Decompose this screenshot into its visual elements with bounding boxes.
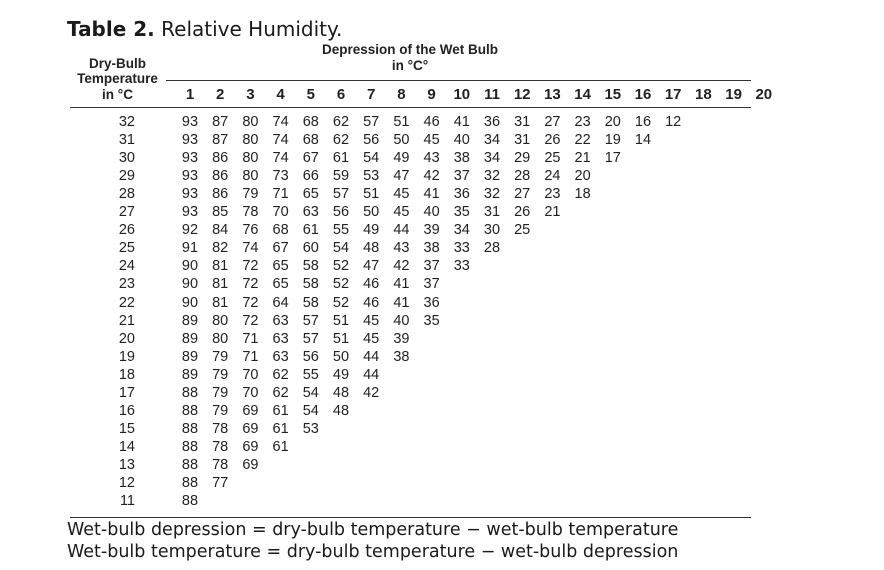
humidity-cell: 69 [242, 420, 259, 437]
humidity-cell: 38 [423, 240, 440, 257]
table-caption: Relative Humidity. [154, 17, 343, 41]
humidity-cell: 34 [483, 150, 501, 167]
humidity-cell: 81 [212, 258, 229, 275]
humidity-cell: 81 [212, 294, 229, 311]
humidity-cell: 46 [363, 276, 380, 293]
humidity-cell: 14 [634, 132, 652, 149]
humidity-cell: 78 [212, 456, 229, 473]
drybulb-temperature-cell: 24 [118, 258, 135, 275]
humidity-cell: 32 [483, 186, 501, 203]
humidity-cell: 62 [332, 114, 350, 130]
humidity-cell: 72 [242, 276, 259, 293]
humidity-cell: 52 [332, 258, 350, 275]
humidity-cell: 45 [393, 186, 410, 203]
humidity-cell: 88 [181, 420, 199, 437]
drybulb-temperature-cell: 30 [118, 150, 135, 167]
humidity-cell: 61 [272, 420, 289, 437]
humidity-cell: 90 [181, 294, 199, 311]
column-header: 14 [574, 86, 591, 103]
humidity-cell: 87 [212, 114, 229, 130]
drybulb-temperature-cell: 20 [118, 330, 135, 347]
drybulb-temperature-cell: 23 [118, 276, 135, 293]
humidity-cell: 52 [332, 276, 350, 293]
humidity-cell: 36 [453, 186, 470, 203]
humidity-cell: 47 [363, 258, 380, 275]
humidity-cell: 65 [302, 186, 319, 203]
column-header: 8 [397, 86, 406, 103]
humidity-cell: 26 [544, 132, 561, 149]
humidity-cell: 53 [302, 420, 319, 437]
humidity-cell: 40 [393, 312, 410, 329]
column-header: 12 [513, 86, 531, 103]
column-header: 7 [367, 86, 376, 103]
humidity-cell: 34 [453, 222, 470, 239]
table-title [67, 17, 342, 41]
humidity-cell: 93 [181, 186, 199, 203]
humidity-cell: 32 [483, 168, 501, 185]
humidity-cell: 48 [332, 402, 350, 419]
humidity-cell: 74 [272, 114, 289, 130]
drybulb-temperature-cell: 12 [118, 475, 135, 491]
humidity-cell: 66 [302, 168, 319, 185]
humidity-cell: 88 [181, 438, 199, 455]
humidity-cell: 31 [514, 114, 531, 130]
humidity-cell: 48 [363, 240, 380, 257]
humidity-cell: 27 [544, 114, 561, 130]
humidity-cell: 79 [212, 348, 229, 365]
drybulb-temperature-cell: 29 [118, 168, 135, 185]
humidity-cell: 46 [423, 114, 440, 130]
drybulb-temperature-cell: 17 [118, 384, 135, 401]
humidity-cell: 61 [272, 402, 289, 419]
column-header: 11 [484, 86, 500, 103]
humidity-cell: 53 [363, 168, 380, 185]
humidity-cell: 35 [453, 204, 470, 221]
humidity-cell: 90 [181, 276, 199, 293]
humidity-cell: 88 [181, 402, 199, 419]
humidity-cell: 71 [242, 330, 259, 347]
humidity-cell: 62 [272, 384, 289, 401]
humidity-cell: 67 [302, 150, 319, 167]
humidity-cell: 25 [544, 150, 561, 167]
column-header: 6 [336, 86, 346, 103]
drybulb-temperature-cell: 27 [118, 204, 135, 221]
drybulb-temperature-cell: 25 [118, 240, 135, 257]
humidity-cell: 93 [181, 114, 199, 130]
column-header: 20 [755, 86, 773, 103]
humidity-cell: 55 [332, 222, 350, 239]
humidity-cell: 49 [393, 150, 410, 167]
humidity-cell: 54 [302, 402, 319, 419]
humidity-cell: 86 [212, 168, 229, 185]
humidity-cell: 42 [363, 384, 380, 401]
drybulb-temperature-cell: 19 [118, 348, 135, 365]
header-rule-bottom [70, 107, 751, 108]
footnote-depression: Wet-bulb depression = dry-bulb temperature − wet-bulb temperature [67, 520, 679, 540]
column-header: 2 [216, 86, 225, 103]
humidity-cell: 56 [302, 348, 319, 365]
drybulb-header-line2: Temperature [77, 71, 158, 86]
humidity-cell: 89 [181, 312, 199, 329]
humidity-cell: 44 [363, 348, 380, 365]
humidity-cell: 37 [423, 276, 440, 293]
drybulb-temperature-cell: 11 [119, 493, 135, 510]
column-header: 1 [185, 86, 195, 103]
humidity-cell: 76 [242, 222, 259, 239]
humidity-cell: 79 [212, 402, 229, 419]
humidity-cell: 51 [332, 312, 350, 329]
humidity-cell: 23 [574, 114, 591, 130]
humidity-cell: 72 [242, 294, 259, 311]
humidity-cell: 38 [453, 150, 470, 167]
humidity-cell: 56 [363, 132, 380, 149]
column-header: 18 [695, 86, 712, 103]
humidity-cell: 54 [363, 150, 380, 167]
humidity-cell: 41 [423, 186, 440, 203]
column-header: 15 [604, 86, 622, 103]
humidity-cell: 67 [272, 240, 289, 257]
humidity-cell: 39 [393, 330, 410, 347]
humidity-cell: 79 [212, 366, 229, 383]
humidity-cell: 51 [363, 186, 380, 203]
humidity-cell: 65 [272, 276, 289, 293]
humidity-cell: 50 [332, 348, 350, 365]
humidity-cell: 93 [181, 150, 199, 167]
humidity-cell: 89 [181, 366, 199, 383]
column-header: 13 [544, 86, 561, 103]
humidity-cell: 88 [181, 456, 199, 473]
drybulb-temperature-cell: 31 [118, 132, 135, 149]
humidity-cell: 12 [665, 114, 682, 130]
column-header: 10 [453, 86, 471, 103]
humidity-cell: 37 [423, 258, 440, 275]
humidity-cell: 82 [212, 240, 229, 257]
humidity-cell: 50 [363, 204, 380, 221]
drybulb-temperature-cell: 15 [118, 420, 135, 437]
humidity-cell: 77 [212, 475, 229, 491]
humidity-cell: 27 [514, 186, 531, 203]
column-header: 19 [725, 86, 742, 103]
humidity-cell: 58 [302, 276, 319, 293]
humidity-cell: 36 [483, 114, 501, 130]
humidity-cell: 93 [181, 168, 199, 185]
humidity-cell: 69 [242, 402, 259, 419]
humidity-cell: 41 [393, 294, 410, 311]
humidity-cell: 92 [181, 222, 199, 239]
humidity-cell: 39 [423, 222, 440, 239]
humidity-cell: 18 [574, 186, 591, 203]
humidity-cell: 30 [483, 222, 501, 239]
humidity-cell: 78 [242, 204, 259, 221]
humidity-cell: 91 [181, 240, 199, 257]
humidity-cell: 44 [393, 222, 410, 239]
humidity-cell: 51 [332, 330, 350, 347]
humidity-cell: 52 [332, 294, 350, 311]
humidity-cell: 74 [272, 132, 289, 149]
humidity-cell: 28 [483, 240, 501, 257]
humidity-cell: 68 [272, 222, 289, 239]
humidity-cell: 35 [423, 312, 440, 329]
humidity-cell: 87 [212, 132, 229, 149]
humidity-cell: 31 [483, 204, 501, 221]
humidity-cell: 46 [363, 294, 380, 311]
humidity-cell: 41 [453, 114, 470, 130]
humidity-cell: 93 [181, 204, 199, 221]
humidity-cell: 89 [181, 348, 199, 365]
humidity-cell: 49 [363, 222, 380, 239]
humidity-cell: 93 [181, 132, 199, 149]
humidity-cell: 38 [393, 348, 410, 365]
humidity-cell: 64 [272, 294, 289, 311]
humidity-cell: 78 [212, 438, 229, 455]
humidity-cell: 26 [514, 204, 531, 221]
humidity-cell: 70 [242, 384, 259, 401]
humidity-cell: 48 [332, 384, 350, 401]
humidity-cell: 61 [302, 222, 319, 239]
humidity-cell: 49 [332, 366, 350, 383]
column-header: 5 [306, 86, 315, 103]
humidity-cell: 62 [272, 366, 289, 383]
humidity-cell: 71 [242, 348, 259, 365]
column-header: 16 [634, 86, 652, 103]
humidity-cell: 17 [604, 150, 621, 167]
column-header: 9 [427, 86, 436, 103]
drybulb-temperature-cell: 13 [118, 456, 135, 473]
humidity-cell: 65 [272, 258, 289, 275]
humidity-cell: 85 [212, 204, 229, 221]
humidity-cell: 80 [212, 330, 229, 347]
humidity-cell: 22 [574, 132, 591, 149]
humidity-cell: 80 [212, 312, 229, 329]
humidity-cell: 47 [393, 168, 410, 185]
humidity-cell: 21 [574, 150, 591, 167]
humidity-cell: 57 [363, 114, 380, 130]
humidity-cell: 50 [393, 132, 410, 149]
drybulb-temperature-cell: 26 [118, 222, 135, 239]
humidity-cell: 43 [393, 240, 410, 257]
humidity-cell: 63 [272, 312, 289, 329]
humidity-cell: 69 [242, 438, 259, 455]
humidity-cell: 42 [423, 168, 440, 185]
humidity-cell: 40 [423, 204, 440, 221]
humidity-cell: 29 [514, 150, 531, 167]
table-rule-bottom [70, 517, 751, 518]
humidity-cell: 86 [212, 150, 229, 167]
humidity-cell: 54 [302, 384, 319, 401]
humidity-cell: 19 [604, 132, 621, 149]
humidity-cell: 88 [181, 384, 199, 401]
humidity-cell: 55 [302, 366, 319, 383]
humidity-cell: 45 [363, 330, 380, 347]
humidity-cell: 57 [302, 312, 319, 329]
humidity-cell: 74 [242, 240, 259, 257]
humidity-cell: 63 [272, 330, 289, 347]
drybulb-header-line3: in °C [102, 87, 133, 102]
humidity-cell: 89 [181, 330, 199, 347]
column-header: 4 [276, 86, 285, 103]
humidity-cell: 40 [453, 132, 470, 149]
humidity-cell: 79 [212, 384, 229, 401]
humidity-cell: 24 [544, 168, 561, 185]
humidity-cell: 71 [272, 186, 289, 203]
humidity-cell: 84 [212, 222, 229, 239]
humidity-cell: 37 [453, 168, 470, 185]
humidity-cell: 74 [272, 150, 289, 167]
humidity-cell: 56 [332, 204, 350, 221]
column-header: 17 [664, 86, 682, 103]
humidity-cell: 88 [181, 493, 199, 510]
humidity-cell: 58 [302, 294, 319, 311]
humidity-cell: 70 [242, 366, 259, 383]
humidity-cell: 72 [242, 258, 259, 275]
humidity-cell: 60 [302, 240, 319, 257]
humidity-cell: 20 [574, 168, 591, 185]
table-number: Table 2. [67, 17, 155, 41]
humidity-cell: 20 [604, 114, 621, 130]
column-header: 3 [246, 86, 255, 103]
humidity-cell: 28 [514, 168, 531, 185]
humidity-cell: 88 [181, 475, 199, 491]
humidity-cell: 44 [363, 366, 380, 383]
drybulb-temperature-cell: 22 [118, 294, 135, 311]
humidity-cell: 21 [544, 204, 561, 221]
drybulb-temperature-cell: 21 [118, 312, 135, 329]
humidity-cell: 41 [393, 276, 410, 293]
humidity-cell: 72 [242, 312, 259, 329]
humidity-cell: 80 [242, 114, 259, 130]
humidity-cell: 33 [453, 258, 470, 275]
depression-unit-header: in °C° [391, 58, 429, 73]
humidity-cell: 90 [181, 258, 199, 275]
humidity-cell: 42 [393, 258, 410, 275]
humidity-cell: 63 [302, 204, 319, 221]
humidity-cell: 51 [393, 114, 410, 130]
humidity-cell: 57 [332, 186, 350, 203]
humidity-cell: 54 [332, 240, 350, 257]
humidity-cell: 16 [634, 114, 652, 130]
humidity-cell: 45 [393, 204, 410, 221]
humidity-cell: 45 [363, 312, 380, 329]
drybulb-temperature-cell: 14 [118, 438, 135, 455]
humidity-cell: 43 [423, 150, 440, 167]
drybulb-temperature-cell: 32 [118, 114, 135, 130]
humidity-cell: 62 [332, 132, 350, 149]
drybulb-header-line1: Dry-Bulb [89, 56, 146, 71]
footnote-wetbulb: Wet-bulb temperature = dry-bulb temperature − wet-bulb depression [67, 542, 679, 562]
humidity-cell: 68 [302, 132, 319, 149]
drybulb-temperature-cell: 18 [118, 366, 135, 383]
humidity-cell: 79 [242, 186, 259, 203]
humidity-cell: 23 [544, 186, 561, 203]
humidity-cell: 78 [212, 420, 229, 437]
humidity-cell: 69 [242, 456, 259, 473]
humidity-cell: 45 [423, 132, 440, 149]
humidity-cell: 57 [302, 330, 319, 347]
humidity-cell: 80 [242, 132, 259, 149]
header-rule-top [166, 80, 751, 81]
humidity-cell: 63 [272, 348, 289, 365]
humidity-cell: 81 [212, 276, 229, 293]
humidity-cell: 25 [514, 222, 531, 239]
humidity-cell: 86 [212, 186, 229, 203]
humidity-cell: 80 [242, 150, 259, 167]
humidity-cell: 73 [272, 168, 289, 185]
humidity-cell: 70 [272, 204, 289, 221]
humidity-cell: 61 [272, 438, 289, 455]
humidity-cell: 59 [332, 168, 350, 185]
depression-header: Depression of the Wet Bulb [321, 42, 498, 57]
humidity-cell: 34 [483, 132, 501, 149]
humidity-cell: 68 [302, 114, 319, 130]
humidity-cell: 31 [514, 132, 531, 149]
drybulb-temperature-cell: 16 [118, 402, 135, 419]
humidity-cell: 80 [242, 168, 259, 185]
humidity-cell: 58 [302, 258, 319, 275]
humidity-cell: 36 [423, 294, 440, 311]
drybulb-temperature-cell: 28 [118, 186, 135, 203]
humidity-cell: 61 [332, 150, 350, 167]
humidity-cell: 33 [453, 240, 470, 257]
